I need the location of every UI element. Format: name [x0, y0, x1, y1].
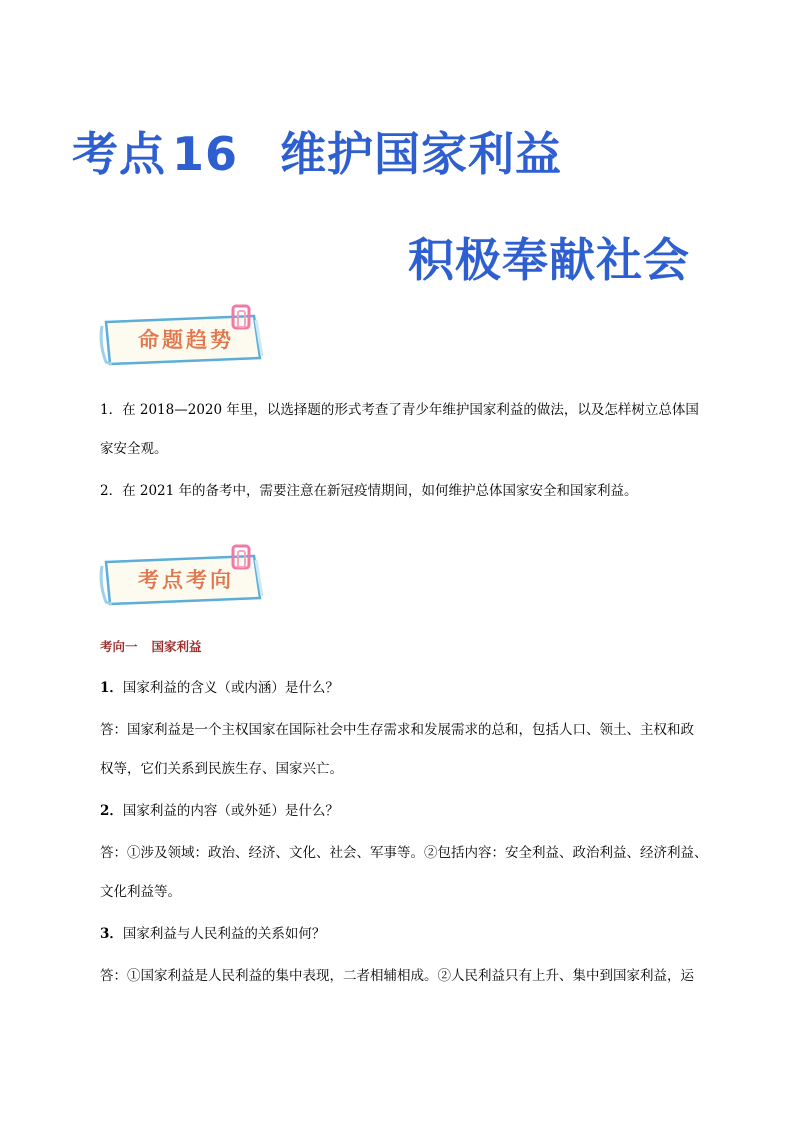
section-heading-title: 国家利益	[151, 639, 202, 654]
section-heading	[100, 637, 202, 657]
page-title-line1	[72, 118, 562, 180]
answer-2-line1: 答：①涉及领域：政治、经济、文化、社会、军事等。②包括内容：安全利益、政治利益、经济利益、	[100, 845, 708, 861]
points-label-box	[96, 548, 268, 608]
title-prefix: 考点	[72, 127, 166, 181]
question-1	[100, 671, 730, 705]
answer-1-line2: 权等，它们关系到民族生存、国家兴亡。	[100, 761, 343, 777]
question-text: 国家利益的含义（或内涵）是什么？	[122, 680, 339, 696]
section-heading-prefix: 考向一	[100, 639, 138, 654]
answer-2-line2: 文化利益等。	[100, 884, 181, 900]
trend-label: 命题趋势	[138, 328, 234, 352]
question-text: 国家利益与人民利益的关系如何？	[122, 926, 326, 942]
title-number: 16	[172, 127, 239, 181]
trend-item-2: 2．在 2021 年的备考中，需要注意在新冠疫情期间，如何维护总体国家安全和国家利益。	[100, 483, 638, 499]
page-title-line2: 积极奉献社会	[408, 233, 690, 287]
trend-label-box	[96, 308, 268, 368]
question-2	[100, 794, 730, 828]
points-label: 考点考向	[138, 568, 234, 592]
question-number: 2．	[100, 803, 123, 819]
question-number: 3．	[100, 926, 123, 942]
question-text: 国家利益的内容（或外延）是什么？	[122, 803, 339, 819]
answer-3-line1: 答：①国家利益是人民利益的集中表现，二者相辅相成。②人民利益只有上升、集中到国家利益，运	[100, 968, 694, 984]
answer-1-line1: 答：国家利益是一个主权国家在国际社会中生存需求和发展需求的总和，包括人口、领土、主权和政	[100, 722, 694, 738]
title-main: 维护国家利益	[280, 127, 563, 181]
trend-item-1-line1: 1．在 2018—2020 年里，以选择题的形式考查了青少年维护国家利益的做法，以及怎样树立总体国	[100, 402, 699, 418]
question-number: 1．	[100, 680, 123, 696]
question-3	[100, 917, 730, 951]
trend-item-1-line2: 家安全观。	[100, 441, 168, 457]
